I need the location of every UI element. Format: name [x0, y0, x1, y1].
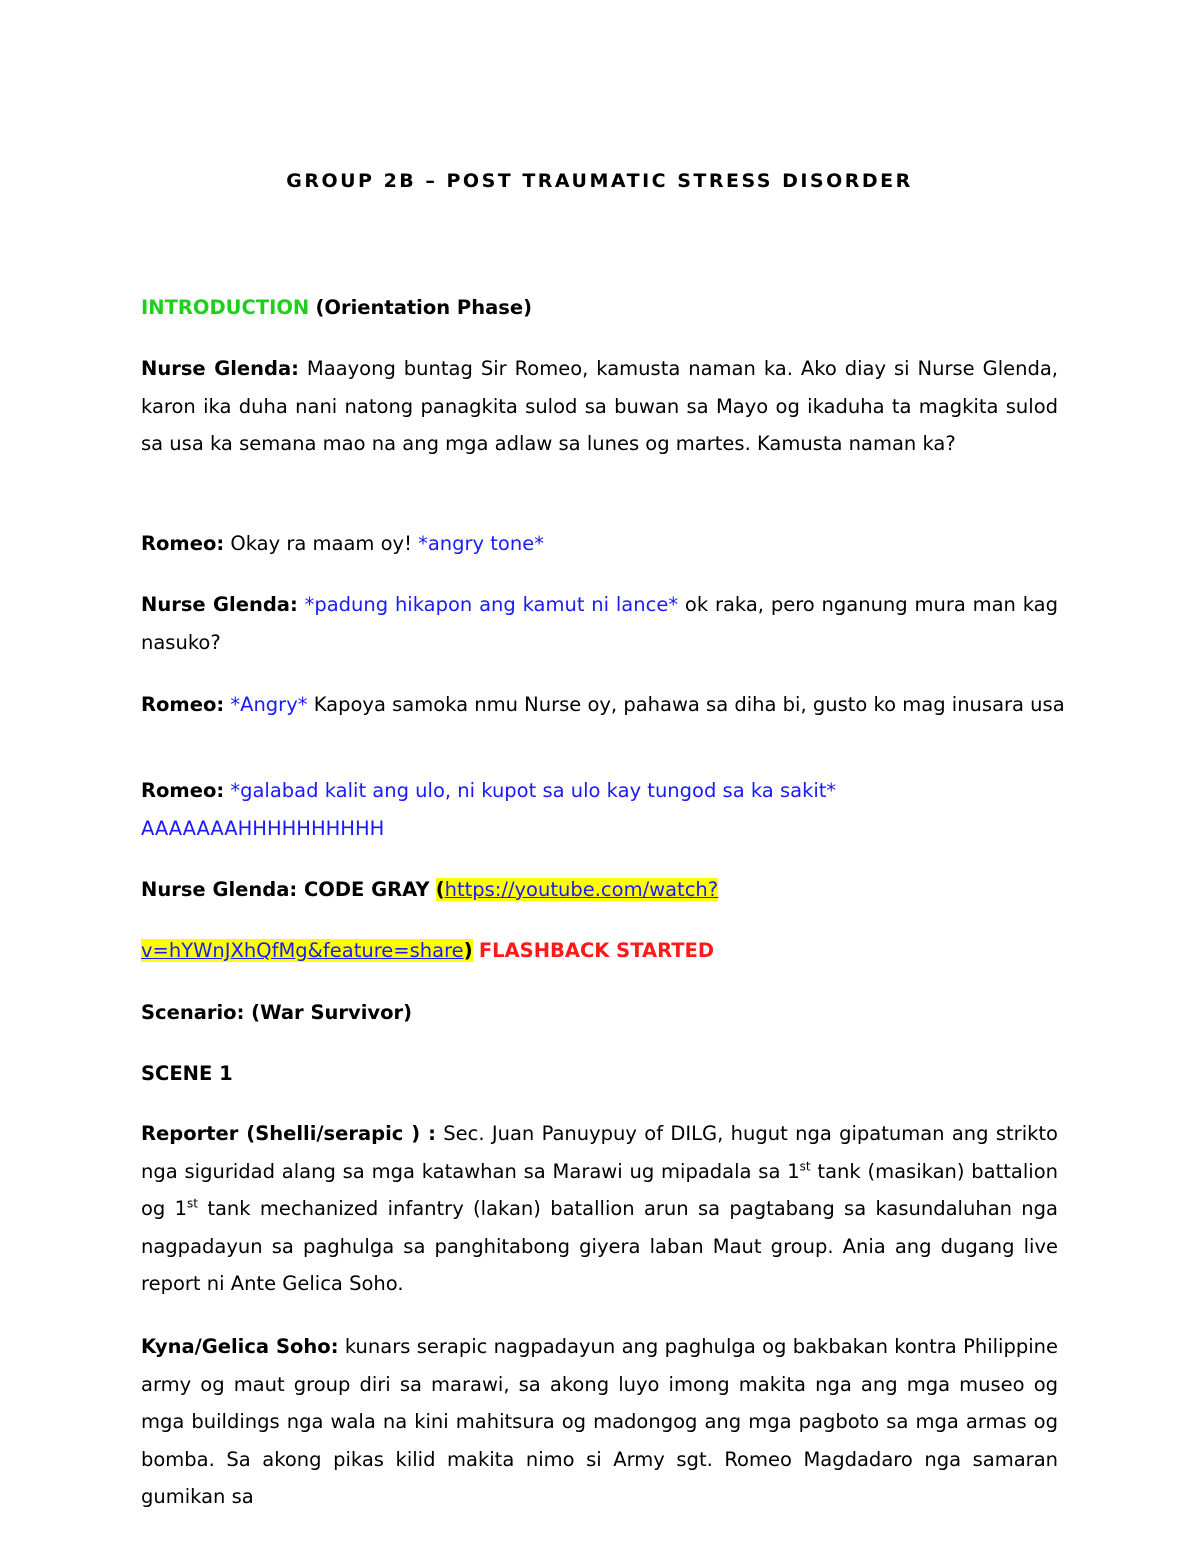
stage-direction: *Angry* [230, 693, 308, 716]
reporter-paragraph [141, 1115, 1058, 1303]
ordinal-suffix: st [187, 1196, 198, 1211]
dialogue-text: kunars serapic nagpadayun ang paghulga og bakbakan kontra Philippine army og maut group diri sa marawi, sa akong luyo imong makita nga ang mga museo og mga buildings nga wala na kini mahitsura og madongog ang mga pagboto sa mga armas og bomba. Sa akong pikas kilid makita nimo si Army sgt. Romeo Magdadaro nga samaran gumikan sa [141, 1335, 1058, 1508]
youtube-link-part2[interactable]: v=hYWnJXhQfMg&feature=share [141, 939, 464, 962]
flashback-label: FLASHBACK STARTED [478, 939, 715, 962]
speaker-label: Romeo: [141, 532, 225, 555]
scenario-heading: Scenario: (War Survivor) [141, 1001, 413, 1024]
dialogue-text: Okay ra maam oy! [230, 532, 412, 555]
speaker-label: Romeo: [141, 779, 225, 802]
dialogue-nurse-greeting [141, 350, 1058, 463]
code-gray-line [141, 871, 1058, 909]
intro-label: INTRODUCTION [141, 296, 310, 319]
dialogue-romeo-1 [141, 525, 1058, 563]
dialogue-text-1: Sec. Juan Panuypuy of DILG, hugut nga gipatuman ang strikto nga siguridad alang sa mga katawhan sa Marawi ug mipadala sa 1 [141, 1122, 1058, 1183]
document-title: GROUP 2B – POST TRAUMATIC STRESS DISORDER [286, 170, 913, 192]
intro-phase: (Orientation Phase) [315, 296, 532, 319]
dialogue-text-3: tank mechanized infantry (lakan) batallion arun sa pagtabang sa kasundaluhan nga nagpadayun sa paghulga sa panghitabong giyera laban Maut group. Ania ang dugang live report ni Ante Gelica Soho. [141, 1197, 1058, 1295]
dialogue-text: Maayong buntag Sir Romeo, kamusta naman ka. Ako diay si Nurse Glenda, karon ika duha nani natong panagkita sulod sa buwan sa Mayo og ikaduha ta magkita sulod sa usa ka semana mao na ang mga adlaw sa lunes og martes. Kamusta naman ka? [141, 357, 1058, 455]
stage-direction: *angry tone* [418, 532, 544, 555]
ordinal-suffix: st [799, 1159, 811, 1173]
speaker-label: Romeo: [141, 693, 225, 716]
dialogue-romeo-3 [141, 772, 1058, 847]
stage-direction: *galabad kalit ang ulo, ni kupot sa ulo kay tungod sa ka sakit* [230, 779, 837, 802]
dialogue-nurse-2 [141, 586, 1058, 661]
dialogue-text: ok raka, pero nganung mura man kag nasuko? [141, 593, 1058, 654]
intro-heading [141, 289, 1058, 327]
dialogue-text: Kapoya samoka nmu Nurse oy, pahawa sa diha bi, gusto ko mag inusara usa [313, 693, 1065, 716]
speaker-label: Nurse Glenda: [141, 357, 299, 380]
scene-heading: SCENE 1 [141, 1062, 233, 1085]
speaker-label: Kyna/Gelica Soho: [141, 1335, 339, 1358]
dialogue-romeo-2 [141, 693, 1076, 717]
open-paren: ( [435, 878, 445, 901]
speaker-label: Reporter (Shelli/serapic ) : [141, 1122, 436, 1145]
dialogue-text-2: tank (masikan) battalion og 1 [141, 1159, 1058, 1220]
youtube-link-part1[interactable]: https://youtube.com/watch? [444, 878, 719, 901]
speaker-label: Nurse Glenda: CODE GRAY [141, 878, 430, 901]
shout-text: AAAAAAAHHHHHHHHHH [141, 816, 385, 840]
close-paren: ) [463, 939, 473, 962]
flashback-line [141, 932, 1058, 970]
speaker-label: Nurse Glenda: [141, 593, 298, 616]
stage-direction: *padung hikapon ang kamut ni lance* [304, 593, 679, 616]
gelica-paragraph [141, 1328, 1058, 1516]
